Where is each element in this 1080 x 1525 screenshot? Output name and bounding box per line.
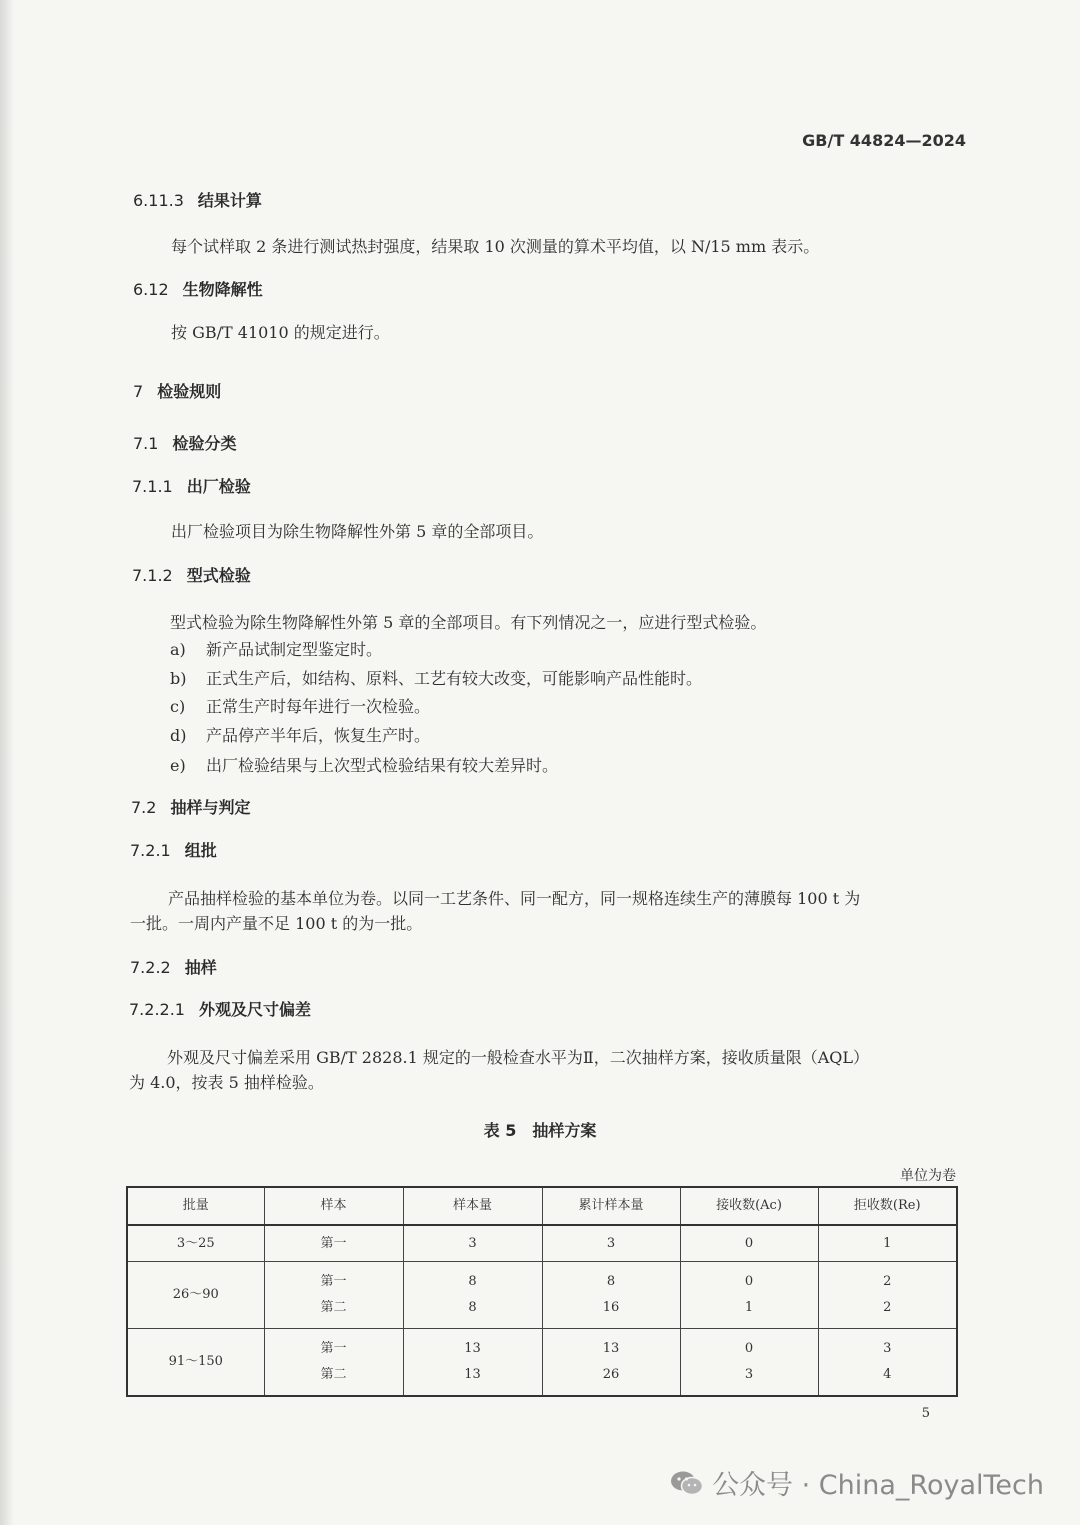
list-marker: b): [170, 669, 187, 688]
section-title: 结果计算: [197, 191, 262, 210]
section-number: 7.2.1: [130, 841, 171, 860]
section-7-2-2-1-text-line2: 为 4.0，按表 5 抽样检验。: [129, 1073, 324, 1092]
section-title: 组批: [184, 841, 217, 860]
ac-value: 0: [744, 1235, 754, 1251]
list-item: [170, 637, 382, 660]
list-text: 出厂检验结果与上次型式检验结果有较大差异时。: [206, 756, 559, 775]
batch-cell: 91～150: [127, 1329, 264, 1396]
section-7-1-2-heading: [132, 563, 251, 586]
sample-value: 第一: [320, 1235, 347, 1251]
sample-value: 第二: [320, 1300, 347, 1316]
size-value: 3: [468, 1235, 477, 1251]
list-item: [170, 666, 702, 689]
re-value: 1: [883, 1235, 892, 1251]
list-item: [170, 723, 430, 746]
re-cell: [818, 1225, 957, 1262]
size-cell: [403, 1329, 542, 1396]
list-item: [170, 753, 558, 776]
cumulative-value: 26: [602, 1367, 620, 1383]
section-7-1-heading: [133, 431, 236, 454]
re-value: 3: [883, 1341, 892, 1357]
header-cell: 接收数(Ac): [680, 1187, 818, 1225]
section-7-heading: [133, 379, 221, 402]
ac-value: 1: [744, 1300, 754, 1316]
list-marker: d): [170, 726, 187, 745]
cumulative-value: 13: [602, 1341, 620, 1357]
cumulative-value: 8: [606, 1274, 616, 1290]
batch-cell: 26～90: [127, 1262, 264, 1329]
cumulative-cell: [542, 1225, 680, 1262]
size-cell: [403, 1225, 542, 1262]
header-cell: 样本量: [403, 1187, 542, 1225]
section-number: 7.2.2: [130, 958, 171, 977]
section-number: 7: [133, 382, 144, 401]
table-row: [127, 1329, 957, 1396]
section-title: 抽样与判定: [170, 798, 251, 817]
cumulative-value: 16: [602, 1300, 620, 1316]
re-value: 2: [883, 1274, 892, 1290]
section-7-1-2-text: 型式检验为除生物降解性外第 5 章的全部项目。有下列情况之一，应进行型式检验。: [170, 613, 767, 632]
list-text: 正式生产后，如结构、原料、工艺有较大改变，可能影响产品性能时。: [206, 669, 703, 688]
re-cell: [818, 1329, 957, 1396]
sample-cell: [264, 1329, 403, 1396]
section-7-2-1-text-line1: 产品抽样检验的基本单位为卷。以同一工艺条件、同一配方，同一规格连续生产的薄膜每 100 t 为: [168, 889, 861, 908]
sampling-plan-table: [126, 1186, 958, 1397]
table-row: [127, 1262, 957, 1329]
table-title: 表 5 抽样方案: [483, 1121, 597, 1140]
cumulative-value: 3: [606, 1235, 616, 1251]
list-marker: e): [170, 756, 186, 775]
header-cell: 累计样本量: [542, 1187, 680, 1225]
section-7-1-1-heading: [132, 474, 251, 497]
section-7-2-2-heading: [130, 955, 217, 978]
section-number: 7.1: [133, 434, 159, 453]
section-title: 外观及尺寸偏差: [198, 1000, 311, 1019]
sample-cell: [264, 1262, 403, 1329]
section-number: 7.2: [131, 798, 157, 817]
section-6-12-text: 按 GB/T 41010 的规定进行。: [171, 323, 390, 342]
section-title: 抽样: [184, 958, 217, 977]
size-value: 8: [468, 1300, 477, 1316]
ac-cell: [680, 1329, 818, 1396]
cumulative-cell: [542, 1262, 680, 1329]
re-cell: [818, 1262, 957, 1329]
section-7-2-2-1-heading: [129, 997, 311, 1020]
section-title: 出厂检验: [186, 477, 251, 496]
section-6-11-3-heading: [133, 188, 262, 211]
list-marker: c): [170, 697, 186, 716]
size-cell: [403, 1262, 542, 1329]
header-cell: 批量: [127, 1187, 264, 1225]
ac-cell: [680, 1262, 818, 1329]
section-7-1-1-text: 出厂检验项目为除生物降解性外第 5 章的全部项目。: [171, 522, 544, 541]
header-cell: 拒收数(Re): [818, 1187, 957, 1225]
list-text: 产品停产半年后，恢复生产时。: [206, 726, 431, 745]
section-number: 7.1.1: [132, 477, 173, 496]
section-number: 7.2.2.1: [129, 1000, 185, 1019]
sample-value: 第二: [320, 1367, 347, 1383]
section-number: 6.11.3: [133, 191, 184, 210]
section-title: 生物降解性: [182, 280, 263, 299]
list-text: 正常生产时每年进行一次检验。: [206, 697, 431, 716]
sample-cell: [264, 1225, 403, 1262]
size-value: 13: [464, 1341, 481, 1357]
scan-edge-shadow: [0, 0, 14, 1525]
sample-value: 第一: [320, 1274, 347, 1290]
page-number: 5: [921, 1406, 930, 1421]
ac-cell: [680, 1225, 818, 1262]
list-marker: a): [170, 640, 186, 659]
size-value: 8: [468, 1274, 477, 1290]
table-header-row: [127, 1187, 957, 1225]
table-unit-note: 单位为卷: [900, 1168, 956, 1184]
re-value: 2: [883, 1300, 892, 1316]
section-7-2-2-1-text-line1: 外观及尺寸偏差采用 GB/T 2828.1 规定的一般检查水平为Ⅱ，二次抽样方案，接收质量限（AQL）: [167, 1048, 870, 1067]
list-text: 新产品试制定型鉴定时。: [206, 640, 383, 659]
section-6-11-3-text: 每个试样取 2 条进行测试热封强度，结果取 10 次测量的算术平均值，以 N/15 mm 表示。: [171, 237, 820, 256]
section-number: 6.12: [133, 280, 169, 299]
size-value: 13: [464, 1367, 481, 1383]
watermark: [670, 1463, 1044, 1502]
section-number: 7.1.2: [132, 566, 173, 585]
watermark-text: 公众号 · China_RoyalTech: [712, 1470, 1044, 1501]
wechat-icon: [670, 1470, 704, 1496]
cumulative-cell: [542, 1329, 680, 1396]
section-7-2-1-heading: [130, 838, 217, 861]
section-title: 型式检验: [186, 566, 251, 585]
section-7-2-1-text-line2: 一批。一周内产量不足 100 t 的为一批。: [130, 914, 423, 933]
table-row: [127, 1225, 957, 1262]
re-value: 4: [883, 1367, 892, 1383]
header-cell: 样本: [264, 1187, 403, 1225]
section-6-12-heading: [133, 277, 263, 300]
sample-value: 第一: [320, 1341, 347, 1357]
section-title: 检验规则: [157, 382, 222, 401]
ac-value: 0: [744, 1341, 754, 1357]
list-item: [170, 694, 430, 717]
ac-value: 0: [744, 1274, 754, 1290]
batch-cell: 3～25: [127, 1225, 264, 1262]
ac-value: 3: [744, 1367, 754, 1383]
document-code: GB/T 44824—2024: [802, 131, 966, 150]
section-title: 检验分类: [172, 434, 237, 453]
section-7-2-heading: [131, 795, 250, 818]
